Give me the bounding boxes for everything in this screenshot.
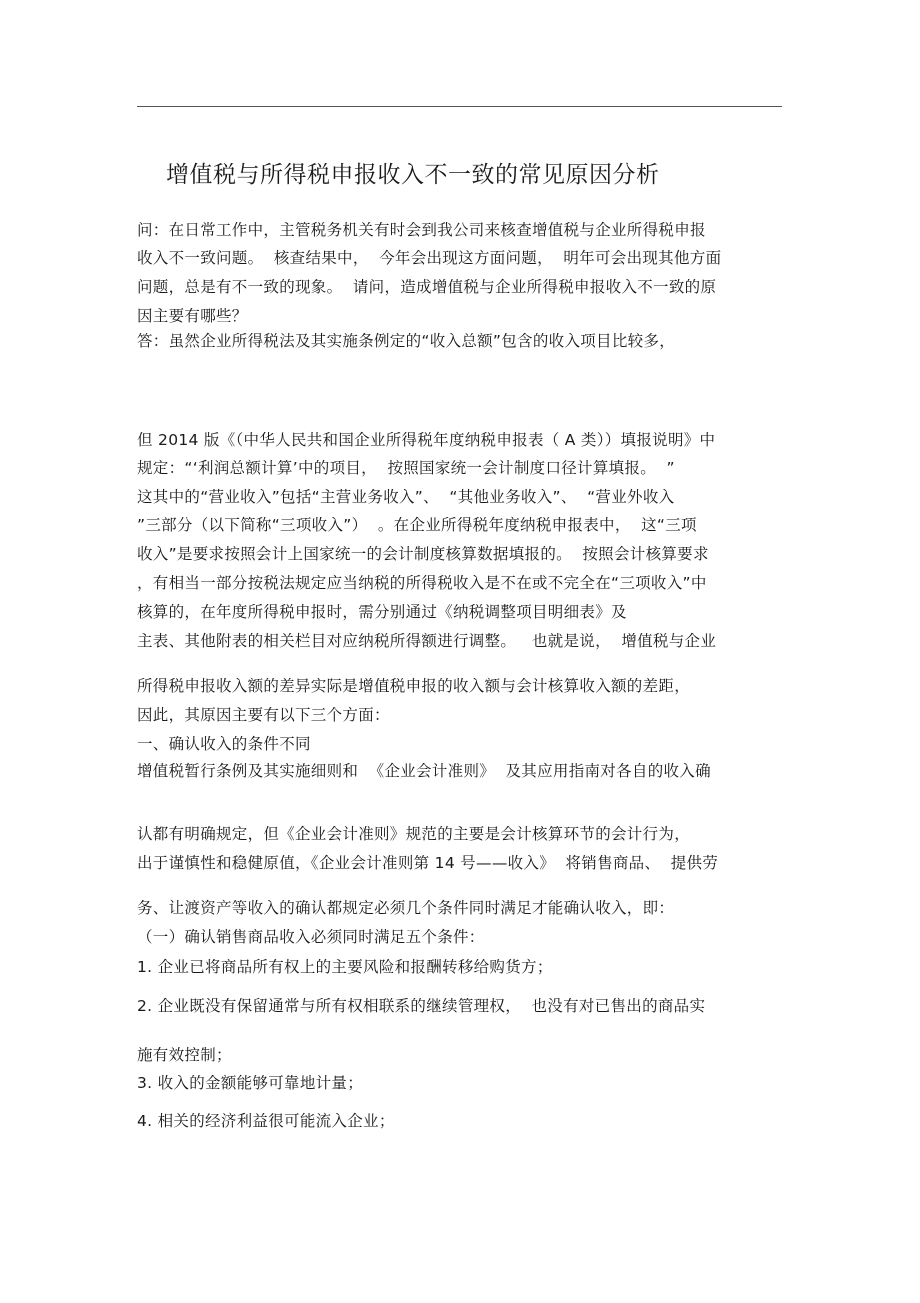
- text-line: 答：虽然企业所得税法及其实施条例定的“收入总额”包含的收入项目比较多，: [137, 332, 676, 350]
- text-line: 这其中的“营业收入”包括“主营业务收入”、 “其他业务收入”、 “营业外收入: [137, 488, 675, 506]
- text-line: 所得税申报收入额的差异实际是增值税申报的收入额与会计核算收入额的差距，: [137, 677, 691, 695]
- text-line: 问题，总是有不一致的现象。 请问，造成增值税与企业所得税申报收入不一致的原: [137, 278, 717, 296]
- text-line: 增值税暂行条例及其实施细则和 《企业会计准则》 及其应用指南对各自的收入确: [137, 762, 711, 780]
- text-line: （一）确认销售商品收入必须同时满足五个条件：: [137, 928, 485, 946]
- text-line: 施有效控制；: [137, 1046, 232, 1064]
- text-line: ”三部分（以下简称“三项收入”） 。在企业所得税年度纳税申报表中， 这“三项: [137, 516, 697, 534]
- text-line: 但 2014 版《（中华人民共和国企业所得税年度纳税申报表（ A 类））填报说明》中: [137, 431, 716, 449]
- text-line: 规定：“‘利润总额计算’中的项目， 按照国家统一会计制度口径计算填报。 ”: [137, 459, 675, 477]
- text-line: 因此，其原因主要有以下三个方面：: [137, 706, 390, 724]
- text-line: 务、让渡资产等收入的确认都规定必须几个条件同时满足才能确认收入，即：: [137, 899, 675, 917]
- text-line: 2. 企业既没有保留通常与所有权相联系的继续管理权， 也没有对已售出的商品实: [137, 997, 706, 1015]
- text-line: 收入不一致问题。 核查结果中， 今年会出现这方面问题， 明年可会出现其他方面: [137, 249, 722, 267]
- text-line: 问：在日常工作中，主管税务机关有时会到我公司来核查增值税与企业所得税申报: [137, 221, 706, 239]
- text-line: 出于谨慎性和稳健原值，《企业会计准则第 14 号——收入》 将销售商品、 提供劳: [137, 854, 719, 872]
- text-line: 因主要有哪些？: [137, 307, 248, 325]
- text-line: 1. 企业已将商品所有权上的主要风险和报酬转移给购货方；: [137, 958, 553, 976]
- text-line: 主表、其他附表的相关栏目对应纳税所得额进行调整。 也就是说， 增值税与企业: [137, 632, 717, 650]
- text-line: 4. 相关的经济利益很可能流入企业；: [137, 1112, 395, 1130]
- header-rule: [137, 106, 782, 107]
- text-line: 一、确认收入的条件不同: [137, 735, 311, 753]
- text-line: 核算的，在年度所得税申报时，需分别通过《纳税调整项目明细表》及: [137, 603, 627, 621]
- text-line: ，有相当一部分按税法规定应当纳税的所得税收入是不在或不完全在“三项收入”中: [137, 574, 707, 592]
- text-line: 认都有明确规定，但《企业会计准则》规范的主要是会计核算环节的会计行为，: [137, 825, 691, 843]
- document-title: 增值税与所得税申报收入不一致的常见原因分析: [166, 162, 660, 188]
- text-line: 收入”是要求按照会计上国家统一的会计制度核算数据填报的。 按照会计核算要求: [137, 545, 709, 563]
- text-line: 3. 收入的金额能够可靠地计量；: [137, 1074, 364, 1092]
